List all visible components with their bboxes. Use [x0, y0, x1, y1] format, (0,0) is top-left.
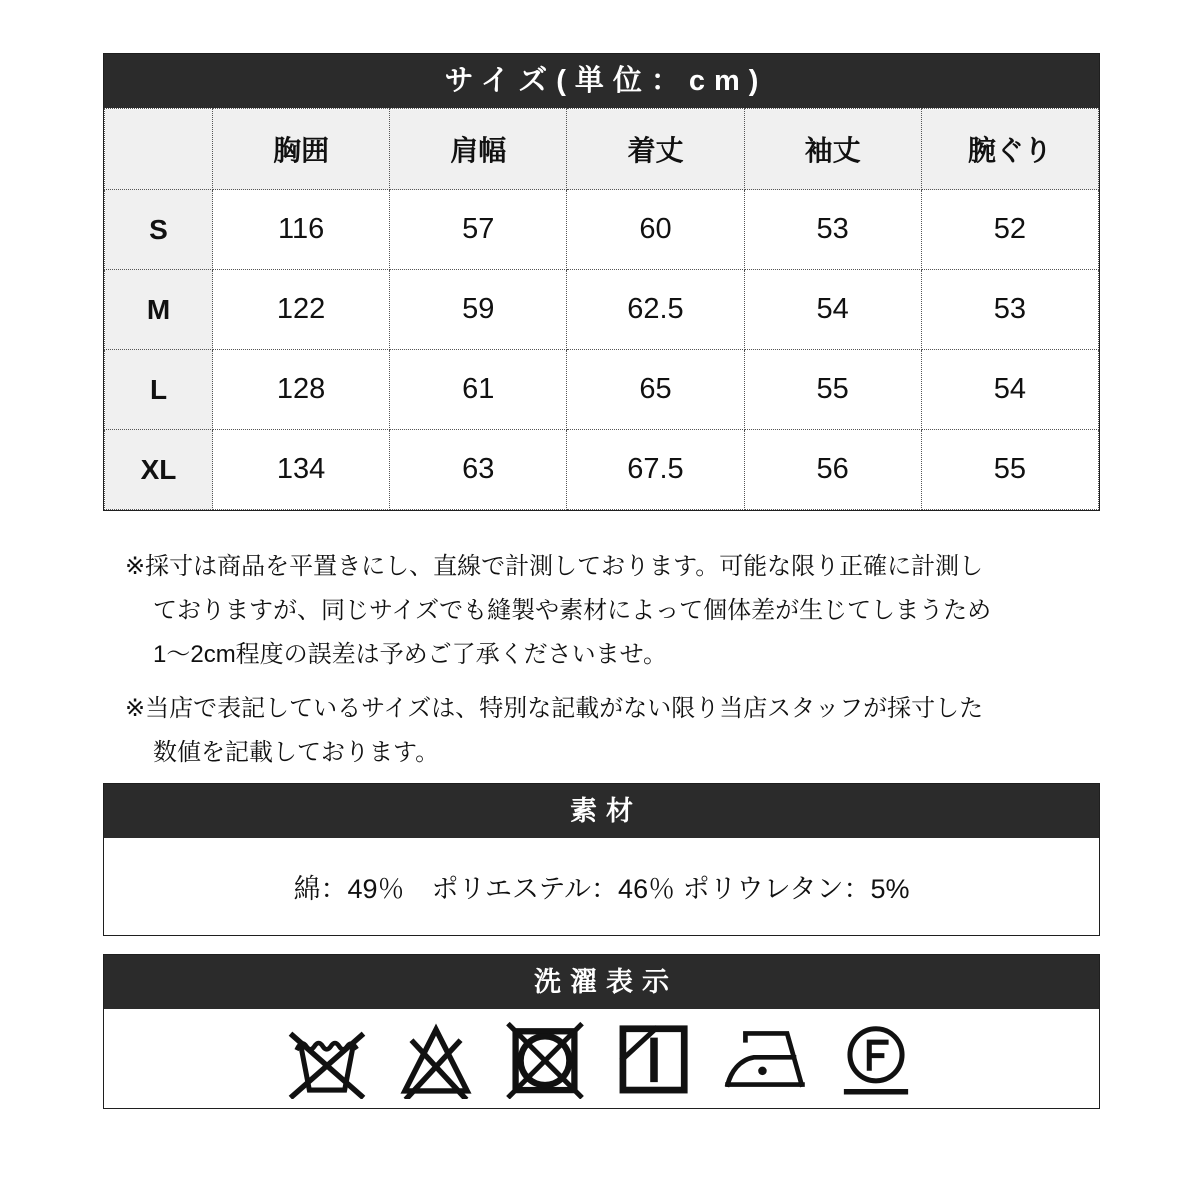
size-label: S	[105, 190, 213, 270]
table-row-s	[105, 190, 1099, 270]
cell-value: 54	[744, 270, 921, 350]
cell-value: 57	[390, 190, 567, 270]
cell-value: 55	[744, 350, 921, 430]
size-label: XL	[105, 430, 213, 510]
cell-value: 53	[921, 270, 1098, 350]
cell-value: 62.5	[567, 270, 744, 350]
cell-value: 67.5	[567, 430, 744, 510]
table-row-m	[105, 270, 1099, 350]
cell-value: 61	[390, 350, 567, 430]
column-header-armhole: 腕ぐり	[921, 109, 1098, 190]
cell-value: 56	[744, 430, 921, 510]
page	[103, 0, 1100, 1109]
cell-value: 60	[567, 190, 744, 270]
care-header: 洗濯表示	[104, 955, 1099, 1009]
size-table-header-row	[105, 109, 1099, 190]
line-dry-in-shade-icon	[612, 1019, 696, 1099]
do-not-wash-icon	[285, 1019, 369, 1099]
column-header-chest: 胸囲	[213, 109, 390, 190]
note-line: 1〜2cm程度の誤差は予めご了承くださいませ。	[153, 641, 667, 668]
cell-value: 53	[744, 190, 921, 270]
note-line: ておりますが、同じサイズでも縫製や素材によって個体差が生じてしまうため	[153, 597, 992, 624]
column-header-length: 着丈	[567, 109, 744, 190]
do-not-bleach-icon	[394, 1019, 478, 1099]
size-label: L	[105, 350, 213, 430]
size-table	[104, 108, 1099, 510]
note-line: 数値を記載しております。	[153, 739, 440, 766]
care-symbols-row	[104, 1009, 1099, 1108]
cell-value: 54	[921, 350, 1098, 430]
iron-low-heat-icon	[721, 1019, 809, 1099]
material-header: 素材	[104, 784, 1099, 838]
size-table-title: サイズ(単位：cm)	[104, 54, 1099, 108]
cell-value: 59	[390, 270, 567, 350]
note-line: ※当店で表記しているサイズは、特別な記載がない限り当店スタッフが採寸した	[125, 695, 984, 722]
do-not-tumble-dry-icon	[503, 1019, 587, 1099]
dry-clean-petroleum-gentle-icon	[834, 1019, 918, 1099]
table-row-l	[105, 350, 1099, 430]
size-table-section	[103, 53, 1100, 511]
note-staff-measured	[125, 687, 1100, 775]
cell-value: 55	[921, 430, 1098, 510]
column-header-shoulder: 肩幅	[390, 109, 567, 190]
cell-value: 52	[921, 190, 1098, 270]
cell-value: 128	[213, 350, 390, 430]
column-header-sleeve: 袖丈	[744, 109, 921, 190]
measurement-notes	[125, 545, 1100, 775]
material-section	[103, 783, 1100, 936]
cell-value: 134	[213, 430, 390, 510]
note-measurement-accuracy	[125, 545, 1100, 677]
corner-cell	[105, 109, 213, 190]
table-row-xl	[105, 430, 1099, 510]
cell-value: 65	[567, 350, 744, 430]
cell-value: 63	[390, 430, 567, 510]
note-line: ※採寸は商品を平置きにし、直線で計測しております。可能な限り正確に計測し	[125, 553, 984, 580]
size-label: M	[105, 270, 213, 350]
cell-value: 116	[213, 190, 390, 270]
care-section	[103, 954, 1100, 1109]
material-composition: 綿：49％ ポリエステル：46％ ポリウレタン：5%	[104, 838, 1099, 935]
cell-value: 122	[213, 270, 390, 350]
